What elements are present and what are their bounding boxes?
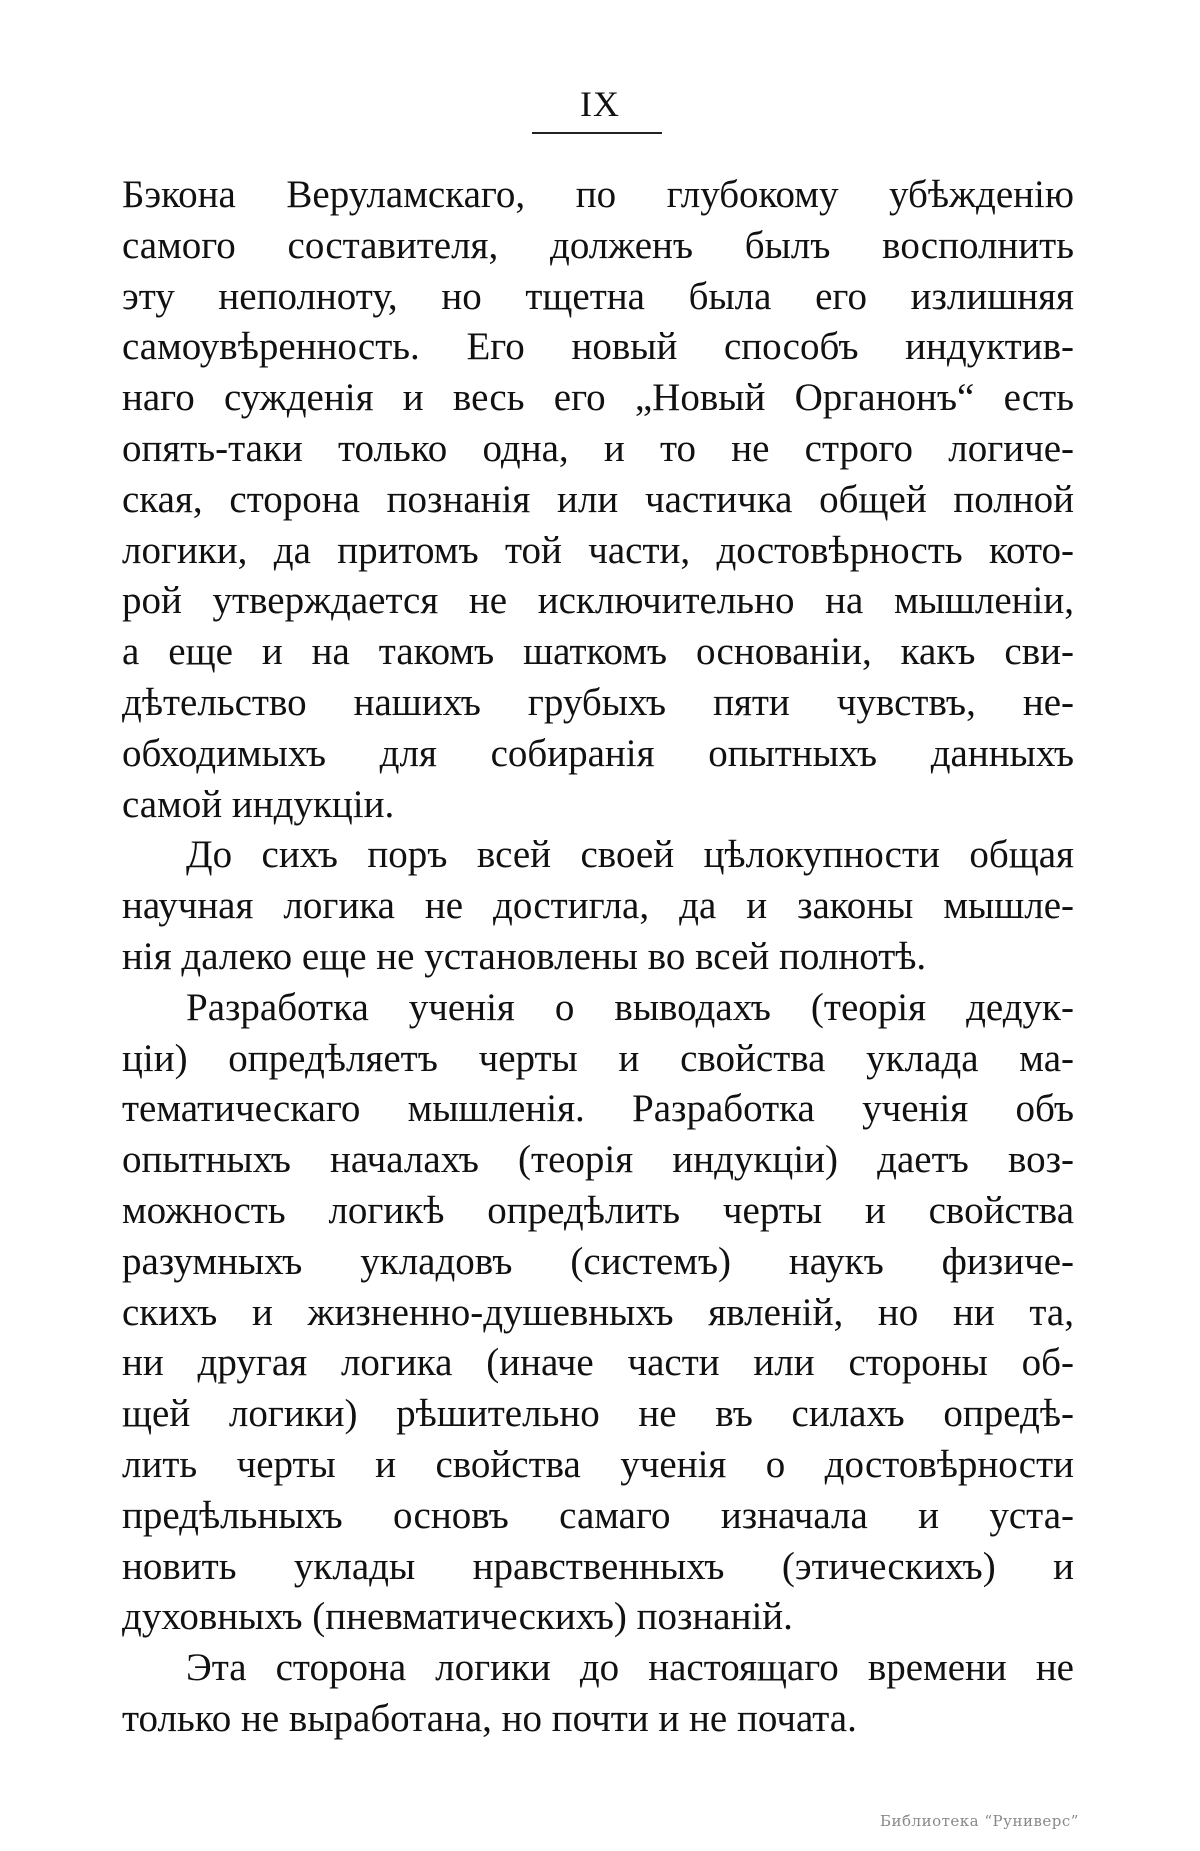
text-line: наго сужденія и весь его „Новый Органонъ“ есть xyxy=(122,376,1074,420)
header-rule xyxy=(532,132,662,134)
page-number: IX xyxy=(580,84,620,124)
text-line: опять-таки только одна, и то не строго логиче- xyxy=(122,426,1074,470)
text-line: разумныхъ укладовъ (системъ) наукъ физиче- xyxy=(122,1239,1074,1283)
body-text xyxy=(122,170,1074,1745)
paragraph-2 xyxy=(122,830,1074,982)
text-line: лить черты и свойства ученія о достовѣрности xyxy=(122,1442,1074,1486)
text-line: тематическаго мышленія. Разработка ученія объ xyxy=(122,1087,1074,1131)
library-watermark: Библиотека “Руниверс” xyxy=(880,1812,1079,1830)
text-line: нія далеко еще не установлены во всей полнотѣ. xyxy=(122,934,927,978)
text-line: научная логика не достигла, да и законы мышле- xyxy=(122,884,1074,928)
text-line: Разработка ученія о выводахъ (теорія дедук- xyxy=(186,985,1074,1029)
text-line: самой индукціи. xyxy=(122,782,395,826)
text-line: скихъ и жизненно-душевныхъ явленій, но ни та, xyxy=(122,1290,1074,1334)
text-line: рой утверждается не исключительно на мышленіи, xyxy=(122,579,1074,623)
text-line: ская, сторона познанія или частичка общей полной xyxy=(122,477,1074,521)
paragraph-1 xyxy=(122,170,1074,830)
text-line: самого составителя, долженъ былъ восполнить xyxy=(122,223,1074,267)
text-line: можность логикѣ опредѣлить черты и свойства xyxy=(122,1188,1074,1232)
text-line: новить уклады нравственныхъ (этическихъ) и xyxy=(122,1544,1074,1588)
text-line: дѣтельство нашихъ грубыхъ пяти чувствъ, не- xyxy=(122,680,1074,724)
paragraph-3 xyxy=(122,983,1074,1643)
text-line: Эта сторона логики до настоящаго времени не xyxy=(186,1646,1074,1690)
text-line: а еще и на такомъ шаткомъ основаніи, какъ сви- xyxy=(122,630,1074,674)
paragraph-4 xyxy=(122,1643,1074,1745)
text-line: эту неполноту, но тщетна была его излишняя xyxy=(122,274,1074,318)
text-line: ціи) опредѣляетъ черты и свойства уклада ма- xyxy=(122,1036,1074,1080)
text-line: До сихъ поръ всей своей цѣлокупности общая xyxy=(186,833,1074,877)
text-line: логики, да притомъ той части, достовѣрность кото- xyxy=(122,528,1074,572)
text-line: обходимыхъ для собиранія опытныхъ данныхъ xyxy=(122,731,1074,775)
text-line: предѣльныхъ основъ самаго изначала и уста- xyxy=(122,1493,1074,1537)
text-line: самоувѣренность. Его новый способъ индуктив- xyxy=(122,325,1074,369)
text-line: щей логики) рѣшительно не въ силахъ опредѣ- xyxy=(122,1392,1074,1436)
text-line: духовныхъ (пневматическихъ) познаній. xyxy=(122,1595,793,1639)
text-line: только не выработана, но почти и не почата. xyxy=(122,1696,857,1740)
text-line: опытныхъ началахъ (теорія индукціи) даетъ воз- xyxy=(122,1138,1074,1182)
text-line: ни другая логика (иначе части или стороны об- xyxy=(122,1341,1074,1385)
text-line: Бэкона Веруламскаго, по глубокому убѣжденію xyxy=(122,173,1074,216)
